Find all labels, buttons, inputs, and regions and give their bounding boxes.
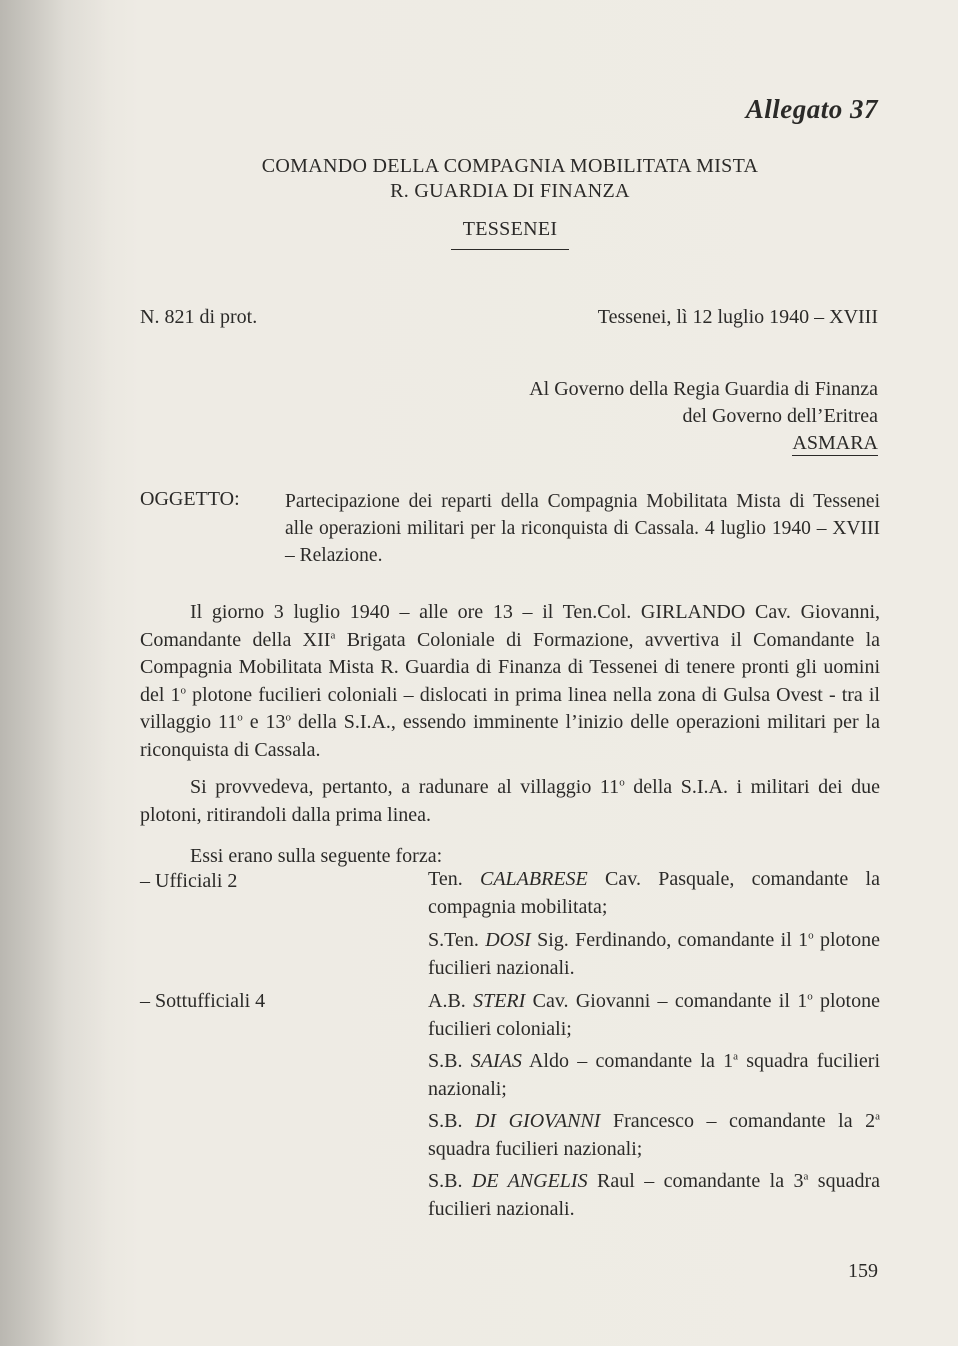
roster-entry: S.B. SAIAS Aldo – comandante la 1$^a$ squadra fucilieri nazionali; xyxy=(428,1050,881,1100)
paragraph-3: Essi erano sulla seguente forza: xyxy=(190,845,443,867)
roster-entry: Ten. CALABRESE Cav. Pasquale, comandante la compagnia mobilitata; xyxy=(428,868,880,918)
roster-entry: S.B. DE ANGELIS Raul – comandante la 3$^a$ squadra fucilieri nazionali. xyxy=(428,1170,880,1220)
heading-location xyxy=(140,218,880,250)
roster-entry: S.B. DI GIOVANNI Francesco – comandante la 2$^a$ squadra fucilieri nazionali; xyxy=(428,1110,880,1160)
addressee-line-2: del Governo dell’Eritrea xyxy=(682,405,878,427)
subject-label: OGGETTO: xyxy=(140,488,240,510)
protocol-number: N. 821 di prot. xyxy=(140,306,258,328)
heading-location-text: TESSENEI xyxy=(451,218,570,250)
paragraph-1: Il giorno 3 luglio 1940 – alle ore 13 – il Ten.Col. GIRLANDO Cav. Giovanni, Comandante della XII$^a$ Brigata Coloniale di Formazione, avvertiva il Comandante la Compagnia Mobilitata Mista R. Guardia di Finanza di Tessenei di tenere pronti gli uomini del 1$^o$ plotone fucilieri coloniali – dislocati in prima linea nella zona di Gulsa Ovest - tra il villaggio 11$^o$ e 13$^o$ della S.I.A., essendo imminente l’inizio delle operazioni militari per la riconquista di Cassala. xyxy=(140,601,881,761)
attachment-label: Allegato 37 xyxy=(745,94,878,124)
binding-shadow xyxy=(0,0,110,1346)
heading-corps: R. GUARDIA DI FINANZA xyxy=(390,180,630,202)
letter-date: Tessenei, lì 12 luglio 1940 – XVIII xyxy=(597,306,878,328)
addressee-city-text: ASMARA xyxy=(792,432,878,454)
paragraph-2: Si provvedeva, pertanto, a radunare al villaggio 11$^o$ della S.I.A. i militari dei due plotoni, ritirandoli dalla prima linea. xyxy=(140,776,881,826)
addressee-city xyxy=(358,432,878,455)
heading-command: COMANDO DELLA COMPAGNIA MOBILITATA MISTA xyxy=(261,155,759,177)
roster-entry: A.B. STERI Cav. Giovanni – comandante il 1$^o$ plotone fucilieri coloniali; xyxy=(428,990,880,1040)
page-number: 159 xyxy=(848,1260,878,1282)
roster-nco-label: – Sottufficiali 4 xyxy=(140,990,266,1012)
subject-text: Partecipazione dei reparti della Compagnia Mobilitata Mista di Tessenei alle operazioni militari per la riconquista di Cassala. 4 luglio 1940 – XVIII – Relazione. xyxy=(285,491,880,566)
roster-officers-label: – Ufficiali 2 xyxy=(140,870,238,892)
addressee-line-1: Al Governo della Regia Guardia di Finanza xyxy=(529,378,878,400)
roster-entry: S.Ten. DOSI Sig. Ferdinando, comandante il 1$^o$ plotone fucilieri nazionali. xyxy=(428,929,880,979)
